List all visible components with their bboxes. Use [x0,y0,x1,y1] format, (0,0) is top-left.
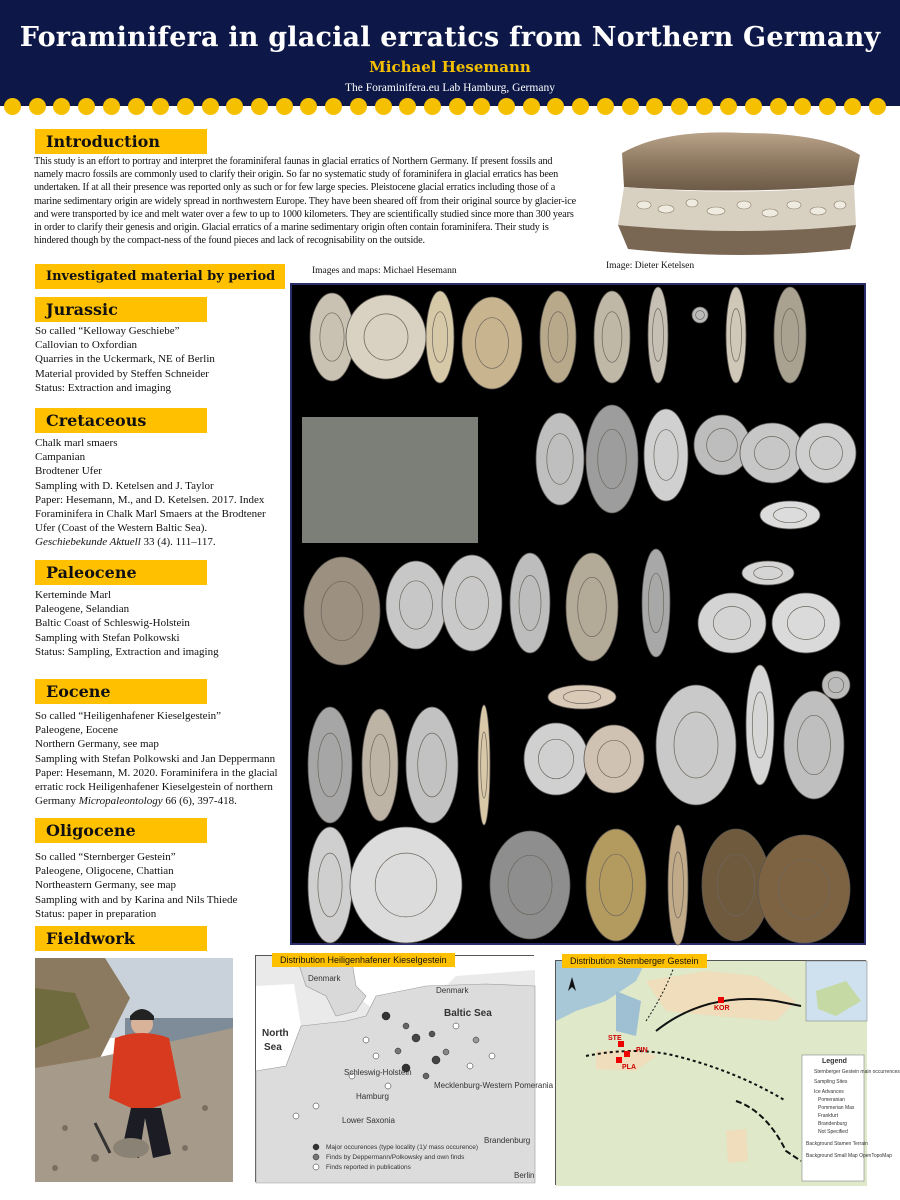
foraminifera-specimen [698,593,766,653]
map-heiligenhafener [255,955,554,1182]
oligocene-line: So called “Sternberger Gestein” [35,851,176,863]
foraminifera-specimen [742,561,794,585]
occurrence-dot [293,1113,299,1119]
site-kor: KOR [714,1005,730,1012]
eocene-line: Sampling with Stefan Polkowski and Jan Deppermann [35,752,276,765]
foraminifera-specimen [648,287,668,383]
site-pla: PLA [622,1064,636,1071]
occurrence-dot [382,1012,390,1020]
introduction-heading: Introduction [35,129,207,154]
occurrence-dot [473,1037,479,1043]
foraminifera-specimen [478,705,490,825]
occurrence-dot [423,1073,429,1079]
occurrence-dot [412,1034,420,1042]
decorative-dot [29,98,46,115]
occurrence-dot [395,1048,401,1054]
paleocene-line: Kerteminde Marl [35,589,112,601]
paleocene-details [35,588,285,659]
oligocene-line: Northeastern Germany, see map [35,879,177,892]
eocene-details [35,709,287,808]
foraminifera-specimen [386,561,446,649]
decorative-dot [597,98,614,115]
foraminifera-specimen [772,593,840,653]
foraminifera-specimen [548,685,616,709]
decorative-dot [794,98,811,115]
foraminifera-specimen [304,557,380,665]
legend-marker [313,1164,319,1170]
foraminifera-plate-icon [290,283,866,945]
decorative-dot [498,98,515,115]
foraminifera-specimen [426,291,454,383]
paleocene-line: Paleogene, Selandian [35,603,130,616]
eocene-journal: Micropaleontology [78,795,163,808]
decorative-dot [399,98,416,115]
eocene-heading: Eocene [35,679,207,704]
jurassic-details [35,324,285,395]
decorative-dot [177,98,194,115]
foraminifera-specimen [308,707,352,823]
foraminifera-specimen [566,553,618,661]
map2-title: Distribution Sternberger Gestein [562,954,707,968]
jurassic-line: Status: Extraction and imaging [35,381,171,394]
decorative-dot [78,98,95,115]
decorative-dot [720,98,737,115]
foraminifera-specimen [406,707,458,823]
legend-title: Legend [822,1058,847,1065]
decorative-dot [4,98,21,115]
foraminifera-specimen [350,827,462,943]
poster-header [0,0,900,106]
label-lower-saxonia: Lower Saxonia [342,1116,395,1125]
paleocene-line: Sampling with Stefan Polkowski [35,631,180,644]
occurrence-dot [385,1083,391,1089]
decorative-dot [128,98,145,115]
foraminifera-specimen [536,413,584,505]
site-ste: STE [608,1035,622,1042]
fieldwork-heading: Fieldwork [35,926,207,951]
introduction-text: This study is an effort to portray and interpret the foraminiferal faunas in glacial erratics of Northern Germany. If present fossils and namely macro fossils are commonly used to clarify their origin. So far no systematic study of foraminifera in glacial erratics has been undertaken. If at all their presence was reported only as such or for few large species. Pleistocene glacial erratics including those of a marine sedimentary origin are widely spread in northwestern Europe. They have been sheared off from their original source by glacier-ice and were transported by ice and melt water over a few to up to 1000 kilometers. They are scientifically studied since more than 300 years in order to clarify their genesis and origin. Glacial erratics of a marine sedimentary origin often contain foraminifera. Their study is hindered though by the compact-ness of the found pieces and lack of recognisability on the outside. [34,156,576,247]
legend-entry: Background Small Map OpenTopoMap [806,1153,892,1159]
decorative-dot [375,98,392,115]
foraminifera-specimen [760,501,820,529]
foraminifera-specimen [462,297,522,389]
label-schleswig-holstein: Schleswig-Holstein [344,1068,412,1077]
decorative-dot [622,98,639,115]
label-hamburg: Hamburg [356,1092,389,1101]
decorative-dot [103,98,120,115]
legend-major: Major occurences (type locality (1)/ mass occurence) [326,1144,479,1151]
legend-entry: Sternberger Gestein main occurrences [814,1069,900,1075]
paleocene-line: Baltic Coast of Schleswig-Holstein [35,617,190,630]
foraminifera-specimen [594,291,630,383]
decorative-dot [523,98,540,115]
decorative-dot [770,98,787,115]
decorative-dot [276,98,293,115]
legend-marker [313,1154,319,1160]
decorative-dot [671,98,688,115]
legend-marker [313,1144,319,1150]
legend-entry: Sampling Sites [814,1079,848,1085]
eocene-paper: Paper: Hesemann, M. 2020. Foraminifera in the glacial erratic rock Heiligenhafener Kieselgestein of northern Germany [35,766,278,808]
foraminifera-specimen [490,831,570,939]
foraminifera-specimen [740,423,804,483]
foraminifera-specimen [524,723,588,795]
label-brandenburg: Brandenburg [484,1136,531,1145]
foraminifera-specimen [746,665,774,785]
decorative-dot [449,98,466,115]
occurrence-dot [403,1023,409,1029]
rock-photo-icon [604,125,866,263]
jurassic-line: So called “Kelloway Geschiebe” [35,325,180,337]
jurassic-line: Material provided by Steffen Schneider [35,367,209,380]
map1-title: Distribution Heiligenhafener Kieselgestein [272,953,455,967]
foraminifera-specimen [656,685,736,805]
eocene-line: Paleogene, Eocene [35,724,119,737]
cretaceous-details [35,436,287,550]
cretaceous-paper: Paper: Hesemann, M., and D. Ketelsen. 2017. Index Foraminifera in Chalk Marl Smaers at the Brodtener Ufer (Coast of the Western Baltic Sea). [35,493,266,535]
decorative-dots-row [0,98,900,116]
paleocene-heading: Paleocene [35,560,207,585]
cretaceous-line: Sampling with D. Ketelsen and J. Taylor [35,479,214,492]
foraminifera-specimen [758,835,850,943]
foraminifera-specimen [774,287,806,383]
label-mecklenburg: Mecklenburg-Western Pomerania [434,1081,554,1090]
jurassic-heading: Jurassic [35,297,207,322]
occurrence-dot [467,1063,473,1069]
foraminifera-specimen [642,549,670,657]
foraminifera-specimen [668,825,688,945]
foraminifera-specimen [644,409,688,501]
decorative-dot [745,98,762,115]
map-sternberger [555,960,900,1185]
legend-entry: Brandenburg [818,1121,847,1127]
legend-entry: Frankfurt [818,1113,839,1119]
oligocene-line: Paleogene, Oligocene, Chattian [35,865,174,878]
legend-entry: Background Stamen Terrain [806,1141,868,1147]
fieldwork-photo-icon [35,958,233,1182]
label-berlin: Berlin [514,1171,535,1180]
cretaceous-line: Brodtener Ufer [35,465,102,478]
jurassic-line: Callovian to Oxfordian [35,339,138,352]
eocene-citation: 66 (6), 397-418. [162,795,237,808]
oligocene-details [35,850,285,921]
jurassic-line: Quarries in the Uckermark, NE of Berlin [35,353,215,366]
decorative-dot [424,98,441,115]
cretaceous-line: Chalk marl smaers [35,437,118,449]
foraminifera-specimen [442,555,502,651]
occurrence-dot [429,1031,435,1037]
label-denmark-2: Denmark [436,986,469,995]
affiliation: The Foraminifera.eu Lab Hamburg, Germany [345,82,555,94]
oligocene-line: Sampling with and by Karina and Nils Thiede [35,893,238,906]
occurrence-dot [432,1056,440,1064]
decorative-dot [547,98,564,115]
foraminifera-specimen [346,295,426,379]
cretaceous-line: Campanian [35,451,86,464]
outcrop-photo [302,417,478,543]
foraminifera-specimen [584,725,644,793]
legend-entry: Ice Advances [814,1089,844,1095]
decorative-dot [226,98,243,115]
decorative-dot [300,98,317,115]
decorative-dot [251,98,268,115]
decorative-dot [819,98,836,115]
decorative-dot [696,98,713,115]
decorative-dot [202,98,219,115]
cretaceous-heading: Cretaceous [35,408,207,433]
decorative-dot [572,98,589,115]
decorative-dot [869,98,886,115]
poster-title: Foraminifera in glacial erratics from Northern Germany [19,22,881,53]
cretaceous-citation: 33 (4). 111–117. [140,536,216,549]
foraminifera-specimen [822,671,850,699]
legend-entry: Not Specified [818,1129,848,1135]
decorative-dot [350,98,367,115]
occurrence-dot [489,1053,495,1059]
foraminifera-specimen [796,423,856,483]
foraminifera-specimen [362,709,398,821]
decorative-dot [646,98,663,115]
periods-heading: Investigated material by period [35,264,285,289]
legend-finds-own: Finds by Deppermann/Polkowsky and own finds [326,1154,465,1161]
occurrence-dot [453,1023,459,1029]
decorative-dot [152,98,169,115]
occurrence-dot [373,1053,379,1059]
cretaceous-journal: Geschiebekunde Aktuell [35,536,141,549]
foraminifera-specimen [784,691,844,799]
eocene-line: So called “Heiligenhafener Kieselgestein” [35,710,222,722]
foraminifera-specimen [510,553,550,653]
decorative-dot [53,98,70,115]
foraminifera-specimen [726,287,746,383]
foraminifera-specimen [308,827,352,943]
label-sea: Sea [264,1042,282,1053]
decorative-dot [473,98,490,115]
site-pin: PIN [636,1047,648,1054]
oligocene-heading: Oligocene [35,818,207,843]
legend-entry: Pomeranian [818,1097,845,1103]
paleocene-line: Status: Sampling, Extraction and imaging [35,645,219,658]
decorative-dot [844,98,861,115]
label-denmark-1: Denmark [308,974,341,983]
foraminifera-specimen [586,829,646,941]
foraminifera-specimen [540,291,576,383]
author-name: Michael Hesemann [369,58,531,76]
plate-credit: Images and maps: Michael Hesemann [312,266,457,276]
label-north: North [262,1028,289,1039]
legend-finds-publications: Finds reported in publications [326,1164,411,1171]
decorative-dot [325,98,342,115]
oligocene-line: Status: paper in preparation [35,907,157,920]
occurrence-dot [363,1037,369,1043]
occurrence-dot [443,1049,449,1055]
legend-entry: Pommerian Max [818,1105,855,1111]
occurrence-dot [313,1103,319,1109]
eocene-line: Northern Germany, see map [35,738,159,751]
rock-image-credit: Image: Dieter Ketelsen [606,261,695,271]
label-baltic-sea: Baltic Sea [444,1008,492,1019]
foraminifera-specimen [586,405,638,513]
foraminifera-specimen [692,307,708,323]
